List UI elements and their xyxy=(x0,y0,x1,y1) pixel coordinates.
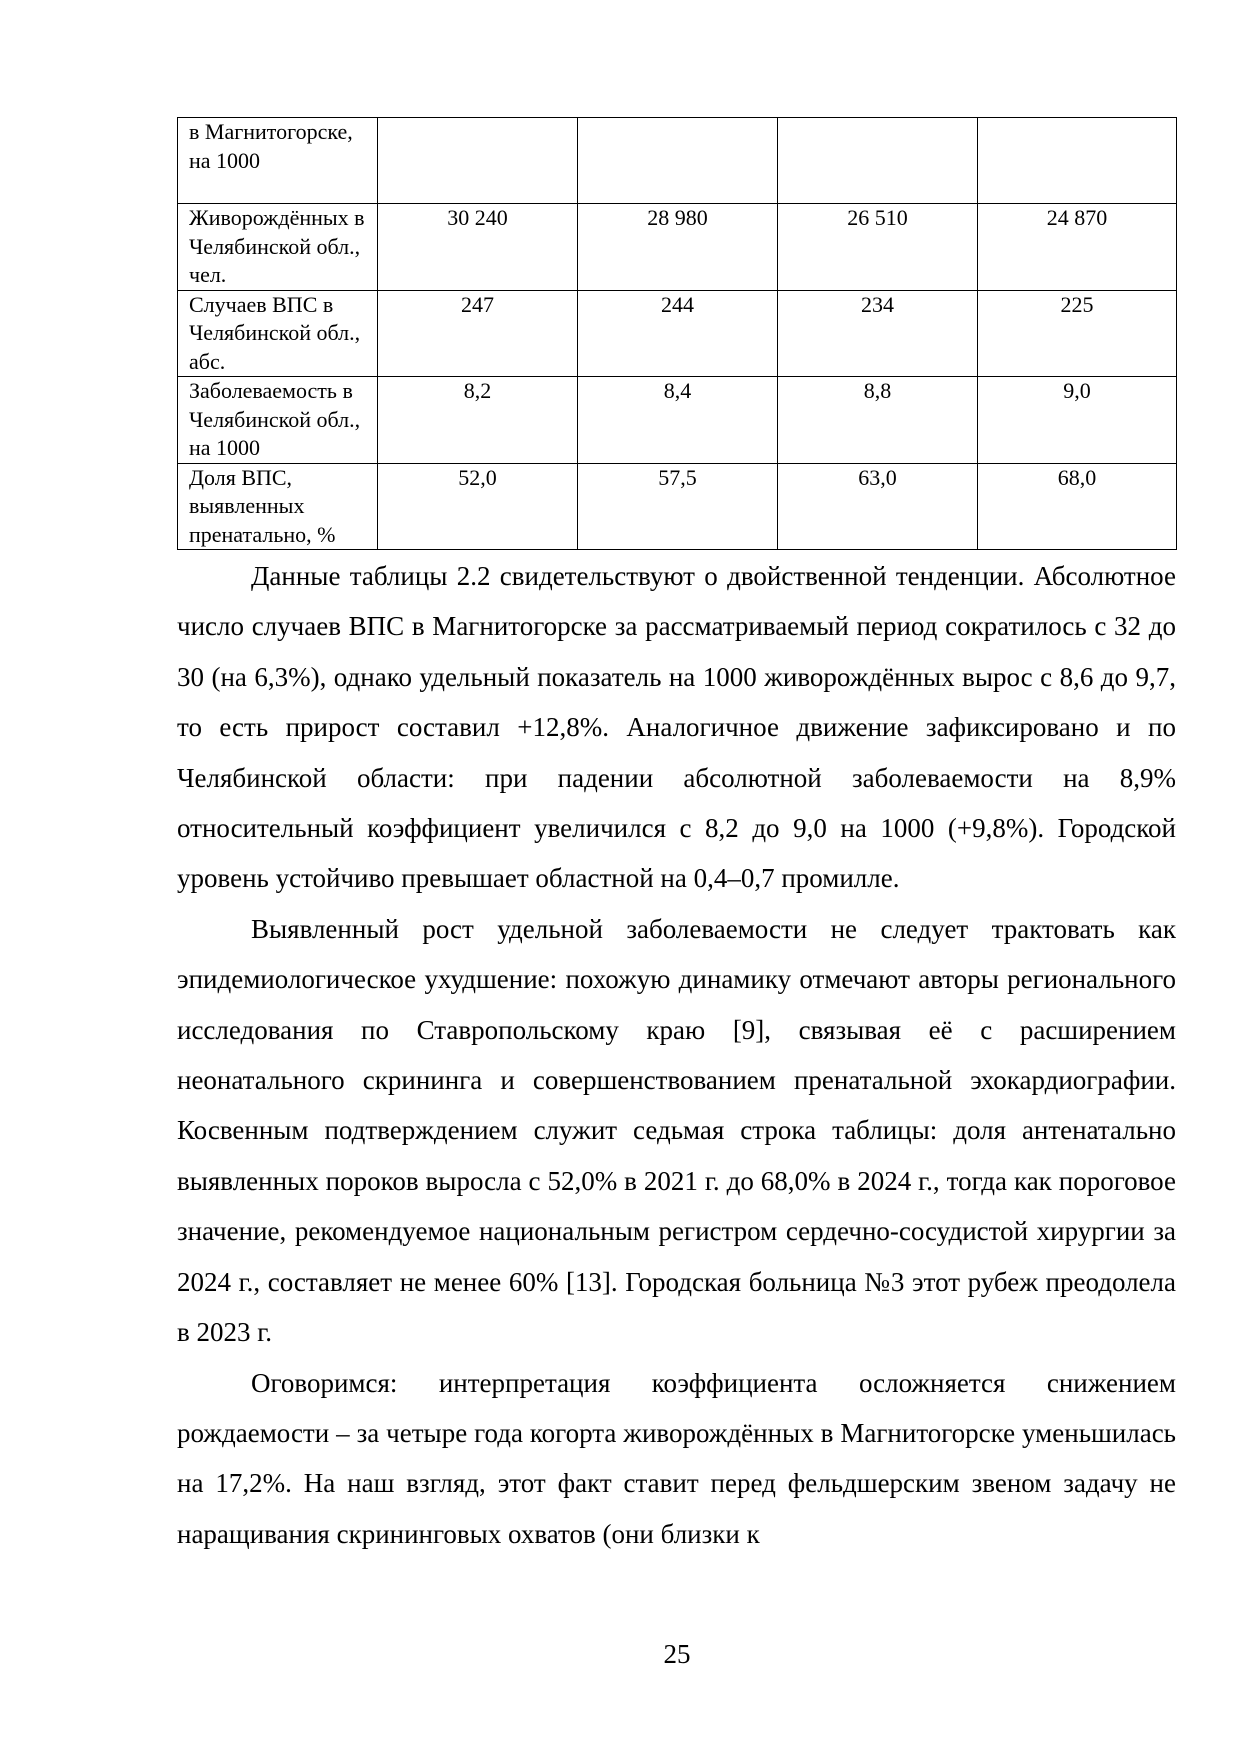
table-cell: 24 870 xyxy=(978,204,1177,291)
table-cell xyxy=(378,118,578,204)
table-row xyxy=(178,463,1177,550)
table-cell: 8,8 xyxy=(778,377,978,464)
body-text xyxy=(177,551,1176,1559)
paragraph: Оговоримся: интерпретация коэффициента осложняется снижением рождаемости – за четыре года когорта живорождённых в Магнитогорске уменьшилась на 17,2%. На наш взгляд, этот факт ставит перед фельдшерским звеном задачу не наращивания скрининговых охватов (они близки к xyxy=(177,1367,1176,1549)
row-label: Случаев ВПС в Челябинской обл., абс. xyxy=(178,290,378,377)
table-cell: 8,4 xyxy=(578,377,778,464)
table-cell: 244 xyxy=(578,290,778,377)
table-cell: 30 240 xyxy=(378,204,578,291)
row-label: в Магнитогорске, на 1000 xyxy=(178,118,378,204)
table-cell: 225 xyxy=(978,290,1177,377)
table-row xyxy=(178,377,1177,464)
table-cell xyxy=(978,118,1177,204)
row-label: Заболеваемость в Челябинской обл., на 1000 xyxy=(178,377,378,464)
table-cell: 26 510 xyxy=(778,204,978,291)
table-cell: 52,0 xyxy=(378,463,578,550)
page-number: 25 xyxy=(663,1639,691,1669)
table-cell: 57,5 xyxy=(578,463,778,550)
table-row xyxy=(178,204,1177,291)
table-cell: 68,0 xyxy=(978,463,1177,550)
table-cell xyxy=(778,118,978,204)
paragraph: Выявленный рост удельной заболеваемости не следует трактовать как эпидемиологическое ухудшение: похожую динамику отмечают авторы регионального исследования по Ставропольскому краю [9], связывая её с расширением неонатального скрининга и совершенствованием пренатальной эхокардиографии. Косвенным подтверждением служит седьмая строка таблицы: доля антенатально выявленных пороков выросла с 52,0% в 2021 г. до 68,0% в 2024 г., тогда как пороговое значение, рекомендуемое национальным регистром сердечно-сосудистой хирургии за 2024 г., составляет не менее 60% [13]. Городская больница №3 этот рубеж преодолела в 2023 г. xyxy=(177,913,1176,1348)
row-label: Живорождённых в Челябинской обл., чел. xyxy=(178,204,378,291)
row-label: Доля ВПС, выявленных пренатально, % xyxy=(178,463,378,550)
statistics-table xyxy=(177,117,1177,550)
table-cell: 234 xyxy=(778,290,978,377)
table-cell: 9,0 xyxy=(978,377,1177,464)
table-cell: 247 xyxy=(378,290,578,377)
table-row xyxy=(178,290,1177,377)
table-cell xyxy=(578,118,778,204)
table-cell: 8,2 xyxy=(378,377,578,464)
table-cell: 28 980 xyxy=(578,204,778,291)
paragraph: Данные таблицы 2.2 свидетельствуют о двойственной тенденции. Абсолютное число случаев ВПС в Магнитогорске за рассматриваемый период сократилось с 32 до 30 (на 6,3%), однако удельный показатель на 1000 живорождённых вырос с 8,6 до 9,7, то есть прирост составил +12,8%. Аналогичное движение зафиксировано и по Челябинской области: при падении абсолютной заболеваемости на 8,9% относительный коэффициент увеличился с 8,2 до 9,0 на 1000 (+9,8%). Городской уровень устойчиво превышает областной на 0,4–0,7 промилле. xyxy=(177,561,1176,894)
table-cell: 63,0 xyxy=(778,463,978,550)
table-row xyxy=(178,118,1177,204)
